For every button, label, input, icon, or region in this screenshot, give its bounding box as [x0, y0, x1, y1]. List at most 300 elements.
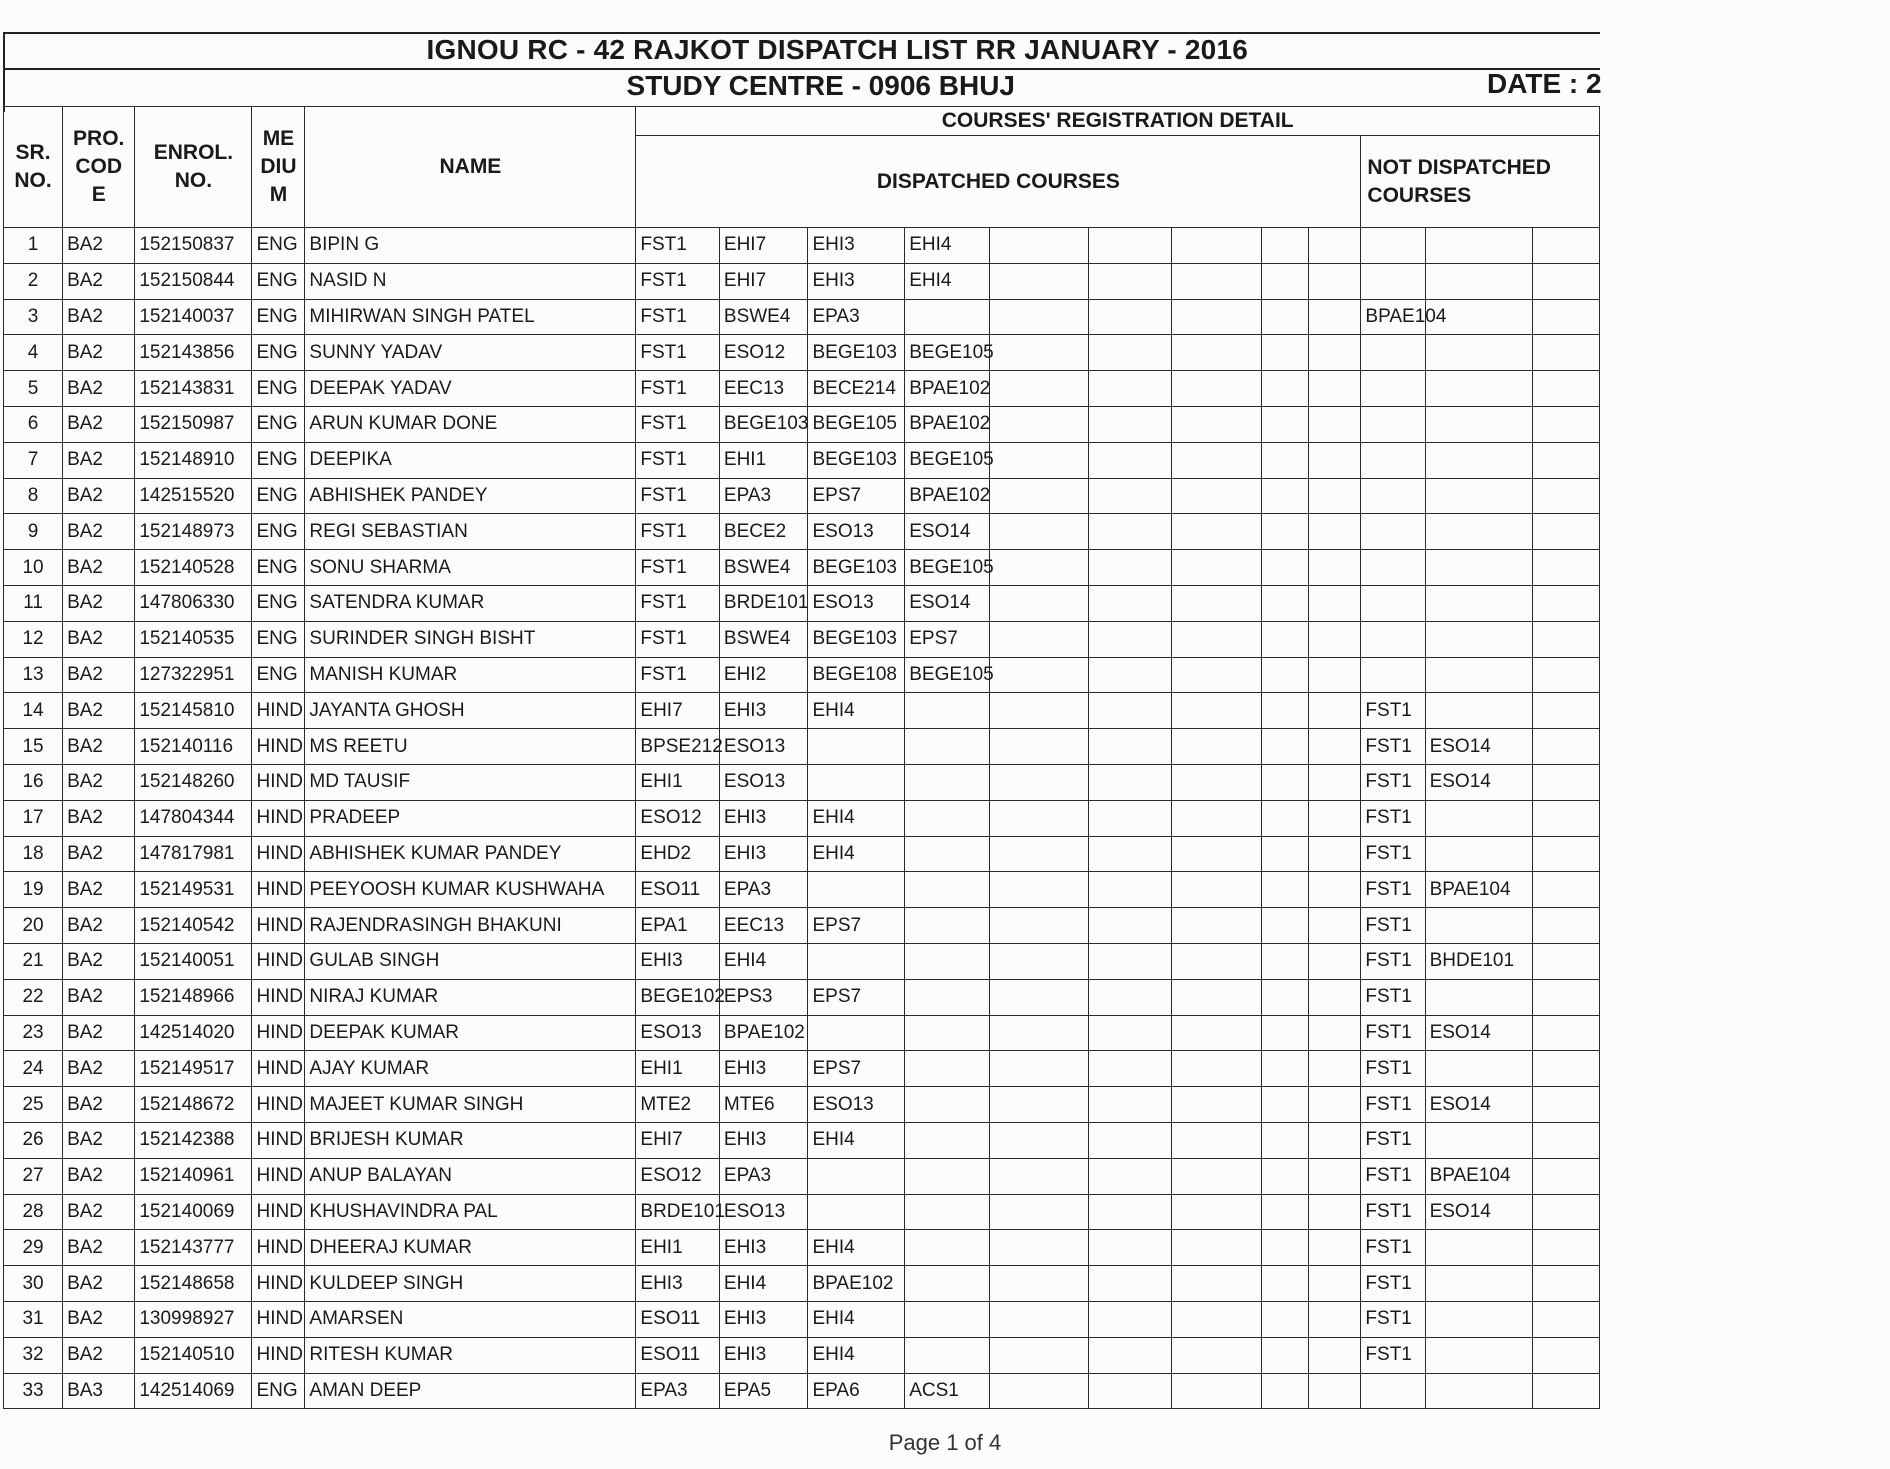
cell-not-dispatched-course: FST1 [1361, 1301, 1425, 1337]
cell-empty [989, 908, 1088, 944]
cell-dispatched-course: EHI4 [719, 943, 808, 979]
cell-empty [1088, 1301, 1172, 1337]
cell-dispatched-course: ESO13 [719, 729, 808, 765]
cell-name: SURINDER SINGH BISHT [305, 621, 636, 657]
cell-dispatched-course: EPA5 [719, 1373, 808, 1409]
cell-medium: ENG [252, 371, 305, 407]
cell-medium: ENG [252, 442, 305, 478]
table-row [4, 514, 1600, 550]
cell-dispatched-course: EHI4 [808, 1230, 905, 1266]
cell-enrol-no: 152140961 [135, 1158, 252, 1194]
cell-empty [1309, 585, 1361, 621]
cell-empty [1261, 872, 1309, 908]
cell-sr-no: 22 [4, 979, 63, 1015]
cell-empty [1425, 657, 1532, 693]
cell-medium: HIND [252, 979, 305, 1015]
cell-dispatched-course: ESO12 [636, 800, 720, 836]
cell-name: PEEYOOSH KUMAR KUSHWAHA [305, 872, 636, 908]
cell-empty [1425, 263, 1532, 299]
cell-empty [1309, 908, 1361, 944]
cell-empty [905, 693, 990, 729]
cell-empty [1261, 1301, 1309, 1337]
cell-empty [1261, 228, 1309, 264]
cell-empty [905, 836, 990, 872]
cell-empty [1261, 263, 1309, 299]
cell-empty [1361, 585, 1425, 621]
cell-empty [1088, 1194, 1172, 1230]
cell-not-dispatched-course: BHDE101 [1425, 943, 1532, 979]
cell-dispatched-course: FST1 [636, 585, 720, 621]
cell-empty [905, 1087, 990, 1123]
table-row [4, 621, 1600, 657]
cell-sr-no: 14 [4, 693, 63, 729]
cell-sr-no: 18 [4, 836, 63, 872]
cell-empty [1261, 943, 1309, 979]
cell-dispatched-course: EHI4 [808, 800, 905, 836]
table-row [4, 693, 1600, 729]
cell-empty [1532, 979, 1600, 1015]
cell-empty [1309, 1087, 1361, 1123]
table-row [4, 228, 1600, 264]
page-number: Page 1 of 4 [888, 1430, 1002, 1455]
cell-empty [1532, 1158, 1600, 1194]
cell-sr-no: 31 [4, 1301, 63, 1337]
cell-empty [905, 1015, 990, 1051]
cell-empty [1261, 406, 1309, 442]
cell-empty [1088, 836, 1172, 872]
cell-dispatched-course: BEGE103 [808, 550, 905, 586]
cell-empty [1532, 1337, 1600, 1373]
cell-empty [989, 657, 1088, 693]
cell-medium: HIND [252, 908, 305, 944]
cell-empty [905, 943, 990, 979]
cell-sr-no: 8 [4, 478, 63, 514]
cell-empty [1088, 729, 1172, 765]
cell-name: MANISH KUMAR [305, 657, 636, 693]
cell-empty [1309, 1158, 1361, 1194]
cell-empty [1425, 228, 1532, 264]
cell-dispatched-course: EHI3 [636, 1266, 720, 1302]
cell-not-dispatched-course: FST1 [1361, 800, 1425, 836]
cell-empty [1532, 908, 1600, 944]
cell-empty [1261, 1337, 1309, 1373]
cell-pro-code: BA2 [63, 872, 135, 908]
cell-dispatched-course: EHI1 [636, 1230, 720, 1266]
table-row [4, 1122, 1600, 1158]
cell-enrol-no: 142515520 [135, 478, 252, 514]
cell-empty [989, 550, 1088, 586]
cell-enrol-no: 152140535 [135, 621, 252, 657]
cell-enrol-no: 152150837 [135, 228, 252, 264]
cell-medium: ENG [252, 585, 305, 621]
cell-sr-no: 26 [4, 1122, 63, 1158]
cell-empty [1532, 263, 1600, 299]
cell-dispatched-course: ESO13 [808, 1087, 905, 1123]
cell-empty [905, 1230, 990, 1266]
cell-empty [989, 1158, 1088, 1194]
cell-enrol-no: 152140116 [135, 729, 252, 765]
cell-empty [1261, 585, 1309, 621]
cell-dispatched-course: ESO14 [905, 514, 990, 550]
cell-empty [1425, 1373, 1532, 1409]
cell-dispatched-course: EHI3 [808, 263, 905, 299]
cell-empty [1088, 800, 1172, 836]
cell-name: GULAB SINGH [305, 943, 636, 979]
cell-empty [1088, 550, 1172, 586]
cell-dispatched-course: FST1 [636, 657, 720, 693]
cell-empty [1532, 1266, 1600, 1302]
cell-empty [1088, 478, 1172, 514]
cell-not-dispatched-course: FST1 [1361, 1266, 1425, 1302]
cell-empty [1088, 764, 1172, 800]
cell-enrol-no: 152140542 [135, 908, 252, 944]
col-header-not-dispatched: NOT DISPATCHED COURSES [1361, 136, 1600, 228]
cell-dispatched-course: ESO13 [719, 1194, 808, 1230]
cell-dispatched-course: ESO13 [719, 764, 808, 800]
col-header-medium: ME DIU M [252, 107, 305, 228]
cell-medium: ENG [252, 550, 305, 586]
table-row [4, 1158, 1600, 1194]
cell-empty [1172, 1230, 1262, 1266]
cell-not-dispatched-course: FST1 [1361, 1194, 1425, 1230]
cell-empty [1261, 1266, 1309, 1302]
table-row [4, 550, 1600, 586]
cell-enrol-no: 152145810 [135, 693, 252, 729]
cell-empty [989, 335, 1088, 371]
cell-dispatched-course: ESO13 [808, 585, 905, 621]
cell-sr-no: 32 [4, 1337, 63, 1373]
cell-empty [1172, 621, 1262, 657]
cell-empty [1532, 514, 1600, 550]
cell-dispatched-course: EHI1 [719, 442, 808, 478]
cell-dispatched-course: EEC13 [719, 908, 808, 944]
cell-empty [1532, 1087, 1600, 1123]
cell-medium: HIND [252, 800, 305, 836]
cell-dispatched-course: FST1 [636, 299, 720, 335]
cell-not-dispatched-course: FST1 [1361, 872, 1425, 908]
cell-empty [1088, 621, 1172, 657]
cell-medium: HIND [252, 693, 305, 729]
cell-pro-code: BA2 [63, 335, 135, 371]
cell-dispatched-course: EHI3 [719, 693, 808, 729]
cell-empty [989, 478, 1088, 514]
cell-sr-no: 16 [4, 764, 63, 800]
cell-medium: ENG [252, 478, 305, 514]
cell-empty [1425, 1337, 1532, 1373]
table-row [4, 1015, 1600, 1051]
cell-enrol-no: 152142388 [135, 1122, 252, 1158]
cell-dispatched-course: EHI3 [636, 943, 720, 979]
cell-dispatched-course: FST1 [636, 478, 720, 514]
cell-enrol-no: 152140510 [135, 1337, 252, 1373]
cell-empty [905, 729, 990, 765]
cell-empty [1172, 514, 1262, 550]
cell-dispatched-course: BEGE105 [905, 657, 990, 693]
cell-sr-no: 5 [4, 371, 63, 407]
cell-pro-code: BA2 [63, 1230, 135, 1266]
cell-dispatched-course: BEGE103 [719, 406, 808, 442]
cell-empty [905, 1194, 990, 1230]
cell-name: RAJENDRASINGH BHAKUNI [305, 908, 636, 944]
cell-sr-no: 23 [4, 1015, 63, 1051]
cell-sr-no: 11 [4, 585, 63, 621]
cell-dispatched-course: EHD2 [636, 836, 720, 872]
cell-dispatched-course: EPA1 [636, 908, 720, 944]
cell-empty [1172, 371, 1262, 407]
cell-empty [1425, 1266, 1532, 1302]
cell-empty [1088, 657, 1172, 693]
cell-empty [1261, 1158, 1309, 1194]
cell-empty [1172, 800, 1262, 836]
cell-empty [1532, 478, 1600, 514]
col-header-name: NAME [305, 107, 636, 228]
cell-pro-code: BA2 [63, 800, 135, 836]
cell-name: NIRAJ KUMAR [305, 979, 636, 1015]
cell-dispatched-course: EHI2 [719, 657, 808, 693]
cell-empty [1532, 299, 1600, 335]
cell-empty [1532, 550, 1600, 586]
cell-empty [1532, 406, 1600, 442]
cell-dispatched-course: BECE214 [808, 371, 905, 407]
cell-empty [989, 228, 1088, 264]
cell-name: DEEPAK YADAV [305, 371, 636, 407]
cell-empty [1088, 908, 1172, 944]
cell-empty [1172, 1337, 1262, 1373]
cell-sr-no: 28 [4, 1194, 63, 1230]
cell-empty [905, 800, 990, 836]
cell-empty [1309, 1194, 1361, 1230]
cell-medium: HIND [252, 1230, 305, 1266]
cell-empty [1309, 550, 1361, 586]
table-row [4, 1230, 1600, 1266]
cell-empty [1361, 442, 1425, 478]
table-row [4, 872, 1600, 908]
cell-empty [808, 1015, 905, 1051]
cell-dispatched-course: EHI4 [808, 693, 905, 729]
cell-empty [1088, 263, 1172, 299]
cell-empty [1172, 1266, 1262, 1302]
cell-empty [1309, 514, 1361, 550]
table-row [4, 1087, 1600, 1123]
page-footer [0, 1430, 1890, 1456]
cell-dispatched-course: EPA3 [636, 1373, 720, 1409]
cell-pro-code: BA2 [63, 585, 135, 621]
cell-empty [989, 1337, 1088, 1373]
cell-not-dispatched-course: ESO14 [1425, 729, 1532, 765]
cell-empty [1088, 299, 1172, 335]
cell-empty [1309, 764, 1361, 800]
cell-medium: HIND [252, 1158, 305, 1194]
cell-dispatched-course: BEGE103 [808, 442, 905, 478]
cell-empty [1532, 621, 1600, 657]
cell-dispatched-course: BEGE103 [808, 621, 905, 657]
cell-medium: HIND [252, 1337, 305, 1373]
cell-sr-no: 15 [4, 729, 63, 765]
cell-empty [1261, 335, 1309, 371]
table-row [4, 800, 1600, 836]
cell-dispatched-course: FST1 [636, 406, 720, 442]
cell-empty [1309, 263, 1361, 299]
cell-empty [1261, 1051, 1309, 1087]
cell-medium: ENG [252, 1373, 305, 1409]
cell-dispatched-course: BEGE102 [636, 979, 720, 1015]
cell-medium: HIND [252, 1194, 305, 1230]
cell-dispatched-course: EEC13 [719, 371, 808, 407]
cell-pro-code: BA2 [63, 908, 135, 944]
cell-dispatched-course: BEGE105 [905, 550, 990, 586]
cell-empty [1361, 514, 1425, 550]
cell-empty [1088, 335, 1172, 371]
cell-empty [1261, 478, 1309, 514]
cell-empty [989, 693, 1088, 729]
cell-empty [1261, 550, 1309, 586]
cell-pro-code: BA2 [63, 1051, 135, 1087]
cell-name: AMARSEN [305, 1301, 636, 1337]
cell-medium: HIND [252, 729, 305, 765]
cell-empty [1425, 908, 1532, 944]
cell-empty [1361, 371, 1425, 407]
cell-empty [1088, 693, 1172, 729]
cell-empty [1172, 299, 1262, 335]
cell-empty [989, 836, 1088, 872]
cell-empty [905, 764, 990, 800]
cell-empty [1309, 299, 1361, 335]
cell-empty [1425, 1051, 1532, 1087]
cell-empty [1172, 979, 1262, 1015]
cell-empty [1172, 1087, 1262, 1123]
cell-enrol-no: 142514069 [135, 1373, 252, 1409]
cell-empty [1309, 1015, 1361, 1051]
cell-empty [1261, 800, 1309, 836]
cell-name: BRIJESH KUMAR [305, 1122, 636, 1158]
cell-dispatched-course: EHI3 [719, 800, 808, 836]
table-row [4, 335, 1600, 371]
cell-empty [1425, 1230, 1532, 1266]
cell-empty [1309, 979, 1361, 1015]
cell-medium: ENG [252, 514, 305, 550]
cell-name: ARUN KUMAR DONE [305, 406, 636, 442]
cell-empty [1261, 1015, 1309, 1051]
cell-name: SONU SHARMA [305, 550, 636, 586]
cell-name: REGI SEBASTIAN [305, 514, 636, 550]
cell-dispatched-course: BEGE103 [808, 335, 905, 371]
date-label: DATE : 2 [1487, 68, 1602, 99]
cell-empty [1172, 550, 1262, 586]
cell-empty [905, 1051, 990, 1087]
table-row [4, 1337, 1600, 1373]
cell-empty [1425, 1301, 1532, 1337]
cell-empty [1309, 1337, 1361, 1373]
cell-empty [1532, 872, 1600, 908]
cell-empty [905, 1122, 990, 1158]
cell-empty [905, 872, 990, 908]
cell-sr-no: 10 [4, 550, 63, 586]
cell-dispatched-course: BRDE101 [719, 585, 808, 621]
cell-empty [1088, 1158, 1172, 1194]
cell-name: SUNNY YADAV [305, 335, 636, 371]
cell-empty [1532, 585, 1600, 621]
cell-dispatched-course: BPAE102 [905, 406, 990, 442]
cell-name: ANUP BALAYAN [305, 1158, 636, 1194]
cell-pro-code: BA2 [63, 621, 135, 657]
cell-pro-code: BA2 [63, 657, 135, 693]
cell-empty [1532, 1015, 1600, 1051]
cell-empty [905, 1266, 990, 1302]
cell-dispatched-course: EHI4 [808, 836, 905, 872]
table-row [4, 836, 1600, 872]
cell-empty [1425, 979, 1532, 1015]
cell-not-dispatched-course: BPAE104 [1361, 299, 1425, 335]
cell-empty [989, 872, 1088, 908]
cell-empty [1425, 371, 1532, 407]
cell-pro-code: BA2 [63, 406, 135, 442]
cell-enrol-no: 152148658 [135, 1266, 252, 1302]
cell-empty [1172, 1373, 1262, 1409]
cell-sr-no: 13 [4, 657, 63, 693]
cell-empty [1309, 478, 1361, 514]
cell-empty [1088, 585, 1172, 621]
cell-empty [1088, 1337, 1172, 1373]
cell-pro-code: BA2 [63, 979, 135, 1015]
cell-empty [989, 1015, 1088, 1051]
cell-sr-no: 25 [4, 1087, 63, 1123]
cell-empty [1309, 406, 1361, 442]
cell-sr-no: 2 [4, 263, 63, 299]
cell-dispatched-course: EPA3 [719, 1158, 808, 1194]
cell-empty [1172, 335, 1262, 371]
cell-empty [1309, 335, 1361, 371]
cell-empty [1309, 1373, 1361, 1409]
cell-dispatched-course: EHI7 [719, 228, 808, 264]
cell-enrol-no: 152149517 [135, 1051, 252, 1087]
cell-enrol-no: 152148973 [135, 514, 252, 550]
cell-dispatched-course: EHI1 [636, 1051, 720, 1087]
cell-empty [1088, 406, 1172, 442]
cell-empty [1532, 1301, 1600, 1337]
cell-medium: ENG [252, 299, 305, 335]
cell-dispatched-course: EPS7 [808, 1051, 905, 1087]
cell-dispatched-course: FST1 [636, 514, 720, 550]
cell-pro-code: BA2 [63, 1015, 135, 1051]
cell-sr-no: 27 [4, 1158, 63, 1194]
col-header-enrol-no: ENROL. NO. [135, 107, 252, 228]
cell-dispatched-course: BRDE101 [636, 1194, 720, 1230]
cell-empty [1425, 836, 1532, 872]
cell-not-dispatched-course: BPAE104 [1425, 872, 1532, 908]
cell-empty [905, 1158, 990, 1194]
cell-empty [989, 514, 1088, 550]
cell-empty [1532, 442, 1600, 478]
cell-empty [1172, 228, 1262, 264]
table-row [4, 1194, 1600, 1230]
cell-empty [1532, 836, 1600, 872]
cell-pro-code: BA2 [63, 371, 135, 407]
cell-dispatched-course: EHI4 [808, 1301, 905, 1337]
cell-not-dispatched-course: FST1 [1361, 1122, 1425, 1158]
table-row [4, 908, 1600, 944]
cell-empty [1532, 1230, 1600, 1266]
cell-empty [989, 299, 1088, 335]
cell-empty [1309, 836, 1361, 872]
cell-pro-code: BA2 [63, 1301, 135, 1337]
cell-empty [1261, 442, 1309, 478]
col-header-dispatched: DISPATCHED COURSES [636, 136, 1361, 228]
cell-empty [1309, 1266, 1361, 1302]
cell-empty [989, 406, 1088, 442]
cell-empty [1088, 979, 1172, 1015]
cell-empty [1309, 729, 1361, 765]
cell-empty [989, 943, 1088, 979]
